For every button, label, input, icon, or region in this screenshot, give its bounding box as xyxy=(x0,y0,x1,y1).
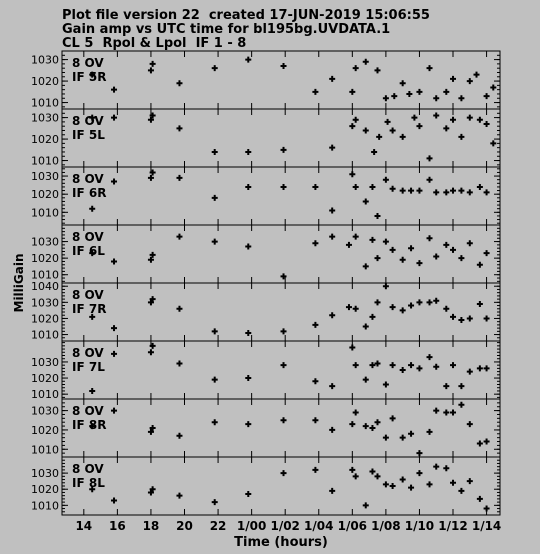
data-point xyxy=(477,117,483,123)
data-point xyxy=(353,362,359,368)
data-point xyxy=(427,429,433,435)
data-point xyxy=(477,262,483,268)
data-point xyxy=(346,304,352,310)
y-tick-label: 1020 xyxy=(31,252,59,266)
data-point xyxy=(245,57,251,63)
panel-label-ov: 8 OV xyxy=(72,404,104,418)
data-point xyxy=(176,80,182,86)
data-point xyxy=(312,417,318,423)
y-tick-label: 1010 xyxy=(31,388,59,402)
data-point xyxy=(245,421,251,427)
data-point xyxy=(416,188,422,194)
data-point xyxy=(400,257,406,263)
data-point xyxy=(427,235,433,241)
data-point xyxy=(176,493,182,499)
data-point xyxy=(450,480,456,486)
data-point xyxy=(458,383,464,389)
data-point xyxy=(383,239,389,245)
y-tick-label: 1010 xyxy=(31,268,59,282)
panel-label-ov: 8 OV xyxy=(72,346,104,360)
data-point xyxy=(484,93,490,99)
panel-label-if: IF 7R xyxy=(72,302,107,316)
data-point xyxy=(390,415,396,421)
data-point xyxy=(312,240,318,246)
data-point xyxy=(369,237,375,243)
y-tick-label: 1010 xyxy=(31,154,59,168)
data-point xyxy=(312,184,318,190)
header-line-2: Gain amp vs UTC time for bl195bg.UVDATA.1 xyxy=(62,22,391,37)
y-tick-label: 1020 xyxy=(31,423,59,437)
data-point xyxy=(353,473,359,479)
data-point xyxy=(484,121,490,127)
data-point xyxy=(467,78,473,84)
data-point xyxy=(353,410,359,416)
panel-label-if: IF 5R xyxy=(72,70,107,84)
y-tick-label: 1030 xyxy=(31,111,59,125)
data-point xyxy=(148,67,154,73)
data-point xyxy=(458,134,464,140)
data-point xyxy=(467,421,473,427)
data-point xyxy=(346,242,352,248)
data-point xyxy=(176,175,182,181)
data-point xyxy=(281,328,287,334)
data-point xyxy=(450,76,456,82)
panel-label-if: IF 5L xyxy=(72,128,105,142)
data-point xyxy=(390,362,396,368)
x-tick-label: 20 xyxy=(176,519,193,533)
panel-label-if: IF 6L xyxy=(72,244,105,258)
data-point xyxy=(374,299,380,305)
panel-1 xyxy=(31,51,500,110)
data-point xyxy=(148,349,154,355)
data-point xyxy=(111,258,117,264)
data-point xyxy=(369,469,375,475)
data-point xyxy=(369,314,375,320)
y-tick-label: 1010 xyxy=(31,443,59,457)
x-tick-label: 16 xyxy=(109,519,126,533)
data-point xyxy=(458,255,464,261)
data-point xyxy=(433,253,439,259)
data-point xyxy=(176,234,182,240)
data-point xyxy=(111,351,117,357)
data-point xyxy=(390,483,396,489)
data-point xyxy=(111,498,117,504)
panel-2 xyxy=(31,109,500,168)
y-tick-label: 1020 xyxy=(31,75,59,89)
data-point xyxy=(281,63,287,69)
data-point xyxy=(383,382,389,388)
data-point xyxy=(390,127,396,133)
y-tick-label: 1020 xyxy=(31,483,59,497)
data-point xyxy=(329,383,335,389)
data-point xyxy=(400,367,406,373)
data-point xyxy=(450,314,456,320)
data-point xyxy=(353,117,359,123)
data-point xyxy=(433,298,439,304)
panel-label-ov: 8 OV xyxy=(72,56,104,70)
data-point xyxy=(353,184,359,190)
data-point xyxy=(383,95,389,101)
data-point xyxy=(427,155,433,161)
data-point xyxy=(89,388,95,394)
data-point xyxy=(450,410,456,416)
y-tick-label: 1020 xyxy=(31,372,59,386)
data-point xyxy=(467,115,473,121)
data-point xyxy=(89,206,95,212)
data-point xyxy=(427,299,433,305)
x-tick-label: 1/10 xyxy=(404,519,435,533)
data-point xyxy=(363,198,369,204)
data-point xyxy=(176,306,182,312)
data-point xyxy=(212,419,218,425)
data-point xyxy=(400,188,406,194)
data-point xyxy=(212,195,218,201)
data-point xyxy=(458,188,464,194)
data-point xyxy=(450,247,456,253)
data-point xyxy=(400,307,406,313)
y-axis-label: MilliGain xyxy=(12,253,26,313)
data-point xyxy=(363,502,369,508)
y-tick-label: 1030 xyxy=(31,467,59,481)
data-point xyxy=(245,184,251,190)
data-point xyxy=(349,89,355,95)
data-point xyxy=(467,315,473,321)
data-point xyxy=(176,361,182,367)
data-point xyxy=(383,283,389,289)
panel-3 xyxy=(31,167,500,225)
y-tick-label: 1030 xyxy=(31,296,59,310)
data-point xyxy=(416,89,422,95)
data-point xyxy=(329,208,335,214)
panel-label-ov: 8 OV xyxy=(72,230,104,244)
y-tick-label: 1010 xyxy=(31,96,59,110)
data-point xyxy=(176,433,182,439)
y-tick-label: 1030 xyxy=(31,53,59,67)
y-tick-label: 1020 xyxy=(31,133,59,147)
data-point xyxy=(443,89,449,95)
data-point xyxy=(212,149,218,155)
data-point xyxy=(427,65,433,71)
data-point xyxy=(477,496,483,502)
data-point xyxy=(467,240,473,246)
x-axis-label: Time (hours) xyxy=(234,535,328,550)
data-point xyxy=(458,95,464,101)
data-point xyxy=(353,306,359,312)
data-point xyxy=(212,377,218,383)
data-point xyxy=(408,245,414,251)
data-point xyxy=(416,123,422,129)
panel-label-ov: 8 OV xyxy=(72,172,104,186)
data-point xyxy=(374,419,380,425)
y-tick-label: 1010 xyxy=(31,206,59,220)
data-point xyxy=(374,255,380,261)
data-point xyxy=(474,72,480,78)
data-point xyxy=(312,322,318,328)
data-point xyxy=(400,477,406,483)
data-point xyxy=(400,435,406,441)
data-point xyxy=(458,402,464,408)
data-point xyxy=(443,189,449,195)
data-point xyxy=(329,312,335,318)
data-point xyxy=(329,145,335,151)
data-point xyxy=(467,478,473,484)
data-point xyxy=(427,354,433,360)
data-point xyxy=(383,177,389,183)
data-point xyxy=(281,470,287,476)
data-point xyxy=(490,85,496,91)
panel-label-ov: 8 OV xyxy=(72,114,104,128)
data-point xyxy=(363,377,369,383)
data-point xyxy=(312,378,318,384)
data-point xyxy=(416,299,422,305)
data-point xyxy=(433,189,439,195)
data-point xyxy=(212,328,218,334)
panel-label-if: IF 8R xyxy=(72,418,107,432)
panel-label-ov: 8 OV xyxy=(72,288,104,302)
panel-frame xyxy=(62,341,500,399)
data-point xyxy=(281,147,287,153)
data-point xyxy=(411,115,417,121)
data-point xyxy=(329,76,335,82)
data-point xyxy=(450,117,456,123)
data-point xyxy=(477,365,483,371)
panel-frame xyxy=(62,225,500,283)
data-point xyxy=(349,344,355,350)
x-tick-label: 1/04 xyxy=(304,519,334,533)
data-point xyxy=(329,488,335,494)
data-point xyxy=(458,488,464,494)
data-point xyxy=(363,263,369,269)
data-point xyxy=(353,234,359,240)
panel-4 xyxy=(31,225,500,283)
data-point xyxy=(374,67,380,73)
data-point xyxy=(349,123,355,129)
data-point xyxy=(450,362,456,368)
data-point xyxy=(329,234,335,240)
data-point xyxy=(416,365,422,371)
data-point xyxy=(371,149,377,155)
data-point xyxy=(391,93,397,99)
data-point xyxy=(281,362,287,368)
data-point xyxy=(433,112,439,118)
data-point xyxy=(383,435,389,441)
data-point xyxy=(443,306,449,312)
panel-frame xyxy=(62,109,500,167)
header-line-3: CL 5 Rpol & Lpol IF 1 - 8 xyxy=(62,36,247,51)
data-point xyxy=(150,61,156,67)
panel-label-if: IF 8L xyxy=(72,476,105,490)
data-point xyxy=(408,431,414,437)
data-point xyxy=(363,423,369,429)
y-tick-label: 1010 xyxy=(31,499,59,513)
data-point xyxy=(376,134,382,140)
data-point xyxy=(477,184,483,190)
panel-label-ov: 8 OV xyxy=(72,462,104,476)
data-point xyxy=(477,301,483,307)
data-point xyxy=(353,65,359,71)
data-point xyxy=(484,315,490,321)
panel-7 xyxy=(31,399,500,457)
x-tick-label: 1/12 xyxy=(438,519,468,533)
panel-frame xyxy=(62,51,500,109)
y-tick-label: 1030 xyxy=(31,404,59,418)
data-point xyxy=(374,213,380,219)
panel-frame xyxy=(62,399,500,457)
data-point xyxy=(416,470,422,476)
data-point xyxy=(408,188,414,194)
y-tick-label: 1010 xyxy=(31,328,59,342)
data-point xyxy=(484,506,490,512)
data-point xyxy=(490,140,496,146)
panel-5 xyxy=(31,280,500,341)
data-point xyxy=(433,464,439,470)
data-point xyxy=(111,179,117,185)
data-point xyxy=(427,481,433,487)
panel-frame xyxy=(62,167,500,225)
data-point xyxy=(484,189,490,195)
data-point xyxy=(349,171,355,177)
data-point xyxy=(390,186,396,192)
y-tick-label: 1030 xyxy=(31,170,59,184)
data-point xyxy=(467,189,473,195)
data-point xyxy=(408,485,414,491)
data-point xyxy=(363,324,369,330)
data-point xyxy=(349,467,355,473)
panel-6 xyxy=(31,341,500,401)
data-point xyxy=(408,303,414,309)
data-point xyxy=(390,247,396,253)
data-point xyxy=(406,91,412,97)
panel-label-if: IF 7L xyxy=(72,360,105,374)
data-point xyxy=(467,369,473,375)
data-point xyxy=(245,330,251,336)
data-point xyxy=(281,184,287,190)
data-point xyxy=(433,95,439,101)
data-point xyxy=(329,427,335,433)
data-point xyxy=(281,417,287,423)
data-point xyxy=(312,467,318,473)
panel-label-if: IF 6R xyxy=(72,186,107,200)
data-point xyxy=(245,375,251,381)
data-point xyxy=(212,499,218,505)
data-point xyxy=(484,250,490,256)
data-point xyxy=(477,440,483,446)
data-point xyxy=(433,408,439,414)
data-point xyxy=(369,425,375,431)
x-tick-label: 1/02 xyxy=(270,519,300,533)
x-tick-label: 1/14 xyxy=(471,519,502,533)
x-tick-label: 22 xyxy=(209,519,227,533)
data-point xyxy=(443,125,449,131)
data-point xyxy=(245,149,251,155)
data-point xyxy=(349,421,355,427)
data-point xyxy=(400,80,406,86)
data-point xyxy=(245,491,251,497)
data-point xyxy=(443,242,449,248)
data-point xyxy=(363,59,369,65)
data-point xyxy=(385,119,391,125)
x-tick-label: 14 xyxy=(75,519,93,533)
x-tick-label: 1/08 xyxy=(371,519,401,533)
data-point xyxy=(363,127,369,133)
data-point xyxy=(212,65,218,71)
y-tick-label: 1020 xyxy=(31,188,59,202)
data-point xyxy=(390,304,396,310)
data-point xyxy=(111,87,117,93)
data-point xyxy=(111,325,117,331)
data-point xyxy=(176,125,182,131)
x-tick-label: 1/00 xyxy=(236,519,267,533)
data-point xyxy=(400,134,406,140)
data-point xyxy=(416,450,422,456)
data-point xyxy=(111,115,117,121)
data-point xyxy=(369,184,375,190)
data-point xyxy=(312,89,318,95)
y-tick-label: 1030 xyxy=(31,235,59,249)
data-point xyxy=(433,364,439,370)
y-tick-label: 1040 xyxy=(31,280,59,294)
data-point xyxy=(484,365,490,371)
data-point xyxy=(458,317,464,323)
data-point xyxy=(408,362,414,368)
y-tick-label: 1030 xyxy=(31,355,59,369)
data-point xyxy=(148,175,154,181)
data-point xyxy=(443,383,449,389)
data-point xyxy=(245,244,251,250)
data-point xyxy=(427,177,433,183)
x-tick-label: 1/06 xyxy=(337,519,368,533)
data-point xyxy=(374,473,380,479)
data-point xyxy=(484,439,490,445)
data-point xyxy=(111,408,117,414)
y-tick-label: 1020 xyxy=(31,312,59,326)
data-point xyxy=(450,188,456,194)
data-point xyxy=(443,465,449,471)
x-tick-label: 18 xyxy=(142,519,160,533)
panel-8 xyxy=(31,457,500,515)
data-point xyxy=(443,410,449,416)
data-point xyxy=(416,260,422,266)
data-point xyxy=(383,481,389,487)
data-point xyxy=(212,239,218,245)
header-line-1: Plot file version 22 created 17-JUN-2019 15:06:55 xyxy=(62,8,430,23)
